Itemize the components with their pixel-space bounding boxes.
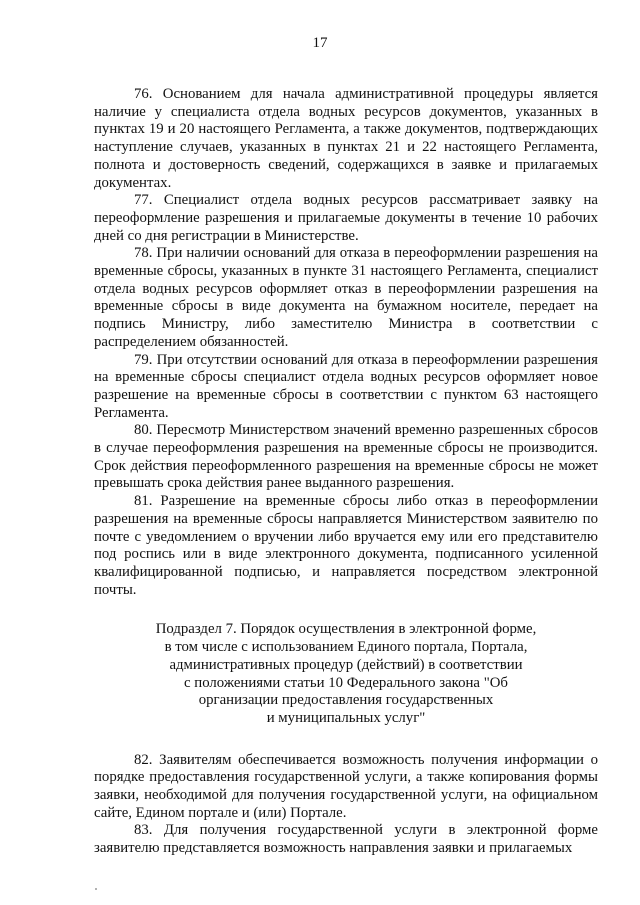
subsection-heading-line: организации предоставления государственных <box>198 692 494 709</box>
paragraph-83: 83. Для получения государственной услуги в электронной форме заявителю представляется возможность направления заявки и прилагаемых <box>94 822 598 857</box>
paragraph-81: 81. Разрешение на временные сбросы либо отказ в переоформлении разрешения на временные сбросы направляется Министерством заявителю по почте с уведомлением о вручении либо вручается ему или его представителю под роспись или в виде электронного документа, подписанного усиленной квалифицированной подписью, и направляется посредством электронной почты. <box>94 493 598 598</box>
subsection-heading-line: в том числе с использованием Единого портала, Портала, <box>164 639 528 656</box>
subsection-heading-line: с положениями статьи 10 Федерального закона "Об <box>184 674 508 691</box>
subsection-heading-line: Подраздел 7. Порядок осуществления в электронной форме, <box>155 621 537 638</box>
paragraph-82: 82. Заявителям обеспечивается возможность получения информации о порядке предоставления государственной услуги, а также копирования формы заявки, необходимой для получения государственной услуги, на официальном сайте, Едином портале и (или) Портале. <box>94 751 598 821</box>
subsection-heading-line: и муниципальных услуг" <box>266 709 426 726</box>
paragraph-79: 79. При отсутствии оснований для отказа в переоформлении разрешения на временные сбросы специалист отдела водных ресурсов оформляет новое разрешение на временные сбросы в соответствии с пунктом 63 настоящего Регламента. <box>94 351 598 421</box>
paragraph-78: 78. При наличии оснований для отказа в переоформлении разрешения на временные сбросы, указанных в пункте 31 настоящего Регламента, специалист отдела водных ресурсов оформляет отказ в переоформлении разрешения на временные сбросы в виде документа на бумажном носителе, передает на подпись Министру, либо заместителю Министра в соответствии с распределением обязанностей. <box>94 245 598 350</box>
document-body <box>94 86 598 858</box>
scan-speck <box>95 888 97 890</box>
paragraph-76: 76. Основанием для начала административной процедуры является наличие у специалиста отдела водных ресурсов документов, указанных в пунктах 19 и 20 настоящего Регламента, а также документов, подтверждающих наступление случаев, указанных в пунктах 21 и 22 настоящего Регламента, полнота и достоверность сведений, содержащихся в заявке и прилагаемых документах. <box>94 86 598 191</box>
paragraph-80: 80. Пересмотр Министерством значений временно разрешенных сбросов в случае переоформления разрешения на временные сбросы не производится. Срок действия переоформленного разрешения на временные сбросы не может превышать срока действия ранее выданного разрешения. <box>94 422 598 492</box>
subsection-heading <box>94 621 598 727</box>
page-number: 17 <box>312 35 328 51</box>
paragraph-77: 77. Специалист отдела водных ресурсов рассматривает заявку на переоформление разрешения и прилагаемые документы в течение 10 рабочих дней со дня регистрации в Министерстве. <box>94 192 598 244</box>
subsection-heading-line: административных процедур (действий) в соответствии <box>169 656 523 673</box>
